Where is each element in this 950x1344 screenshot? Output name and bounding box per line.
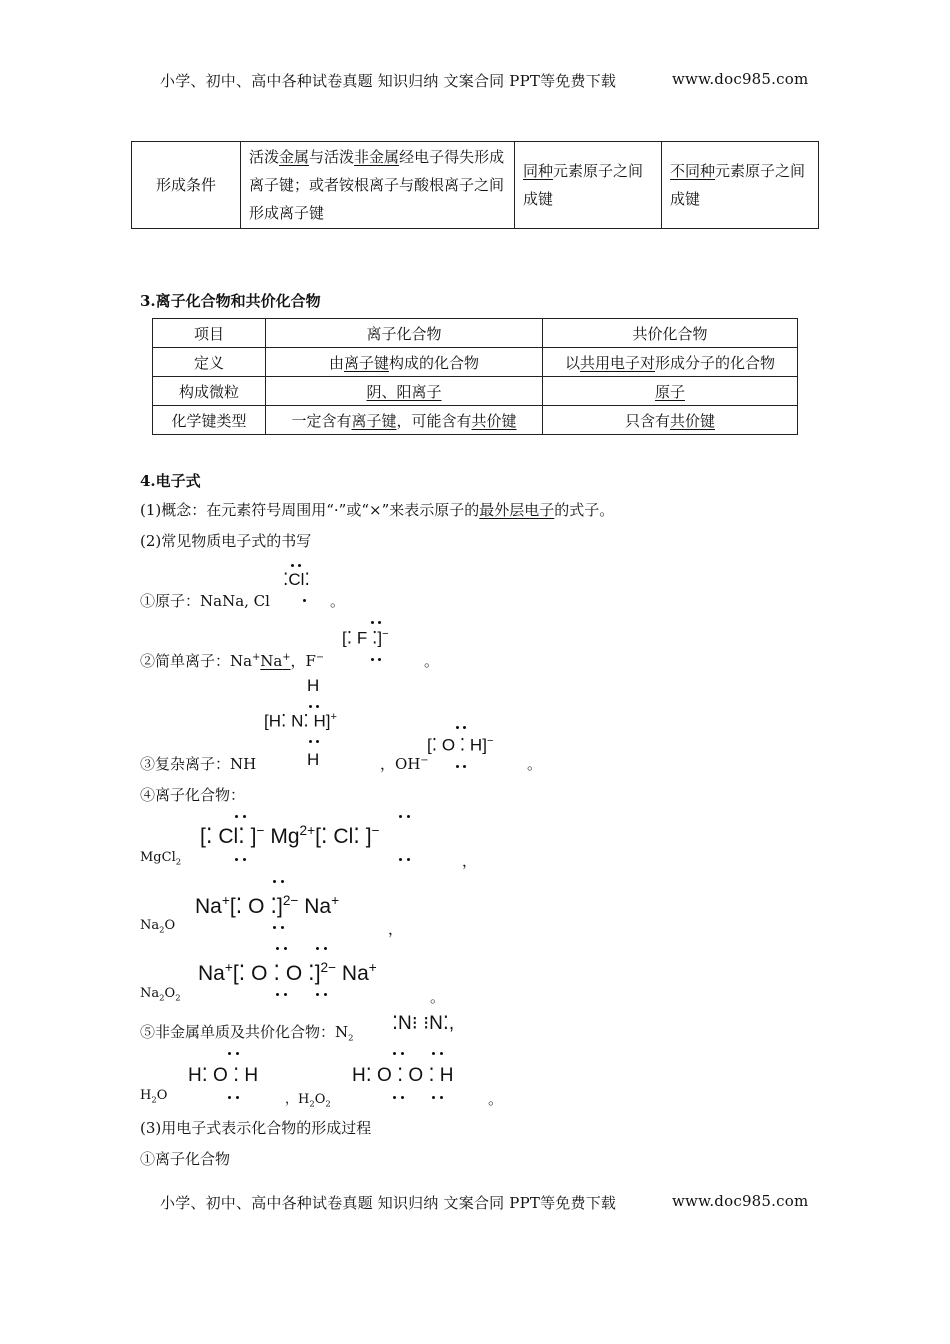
table-row: 定义 由离子键构成的化合物 以共用电子对形成分子的化合物 [153, 348, 798, 377]
ionic-compound-line: ④离子化合物： [140, 786, 246, 804]
nh4-electron-dot: [H⁚ N⁚ H]+ [264, 711, 337, 731]
na2o-electron-dot: Na+[⁚ O ⁚]$^{2-}$ Na+ [195, 893, 340, 918]
mgcl2-electron-dot: [⁚ Cl⁚ ]− $Mg^{2+}[⁚$ Cl⁚ ]− [200, 823, 380, 848]
oh-electron-dot: [⁚ O ⁚ H]− [427, 735, 494, 755]
table-row: 构成微粒 阴、阳离子 原子 [153, 377, 798, 406]
footer-text: 小学、初中、高中各种试卷真题 知识归纳 文案合同 PPT等免费下载 [160, 1194, 617, 1212]
subsection-3-1: ①离子化合物 [140, 1150, 231, 1168]
label-cell: 形成条件 [132, 142, 241, 229]
bond-formation-table [131, 141, 819, 229]
complex-ion-line: ③复杂离子：NH [140, 755, 257, 773]
compound-comparison-table [152, 318, 798, 435]
h2o-electron-dot: H⁚ O ⁚ H [188, 1065, 259, 1086]
section-3-title: 3.离子化合物和共价化合物 [140, 292, 321, 310]
footer-url[interactable]: www.doc985.com [672, 1192, 809, 1210]
nonmetal-line: ⑤非金属单质及共价化合物：$N_2$ [140, 1023, 354, 1043]
f-ion-electron-dot: [⁚ F ⁚]− [342, 628, 389, 648]
atom-line: ①原子：NaNa, Cl [140, 592, 270, 610]
cl-electron-dot: ⁚Cl⁚ [283, 570, 310, 589]
th-ionic: 离子化合物 [266, 319, 543, 348]
h2o2-electron-dot: H⁚ O ⁚ O ⁚ H [352, 1065, 454, 1086]
concept-line: (1)概念：在元素符号周围用“·”或“×”来表示原子的最外层电子的式子。 [140, 501, 615, 519]
subsection-2: (2)常见物质电子式的书写 [140, 532, 312, 550]
section-4-title: 4.电子式 [140, 472, 201, 490]
subsection-3: (3)用电子式表示化合物的形成过程 [140, 1119, 372, 1137]
na2o2-electron-dot: Na+[⁚ O ⁚ O ⁚]$^{2-}$ Na+ [198, 960, 377, 985]
ionic-condition-cell: 活泼金属与活泼非金属经电子得失形成离子键；或者铵根离子与酸根离子之间形成离子键 [241, 142, 515, 229]
th-item: 项目 [153, 319, 266, 348]
polar-condition-cell: 不同种元素原子之间成键 [662, 142, 819, 229]
th-covalent: 共价化合物 [543, 319, 798, 348]
simple-ion-line: ②简单离子：Na+Na+，F− [140, 652, 325, 670]
header-url[interactable]: www.doc985.com [672, 70, 809, 88]
n2-electron-dot: ⁚N⁝ ⁝N⁚, [392, 1013, 455, 1034]
nonpolar-condition-cell: 同种元素原子之间成键 [515, 142, 662, 229]
header-text: 小学、初中、高中各种试卷真题 知识归纳 文案合同 PPT等免费下载 [160, 72, 617, 90]
table-row: 化学键类型 一定含有离子键，可能含有共价键 只含有共价键 [153, 406, 798, 435]
